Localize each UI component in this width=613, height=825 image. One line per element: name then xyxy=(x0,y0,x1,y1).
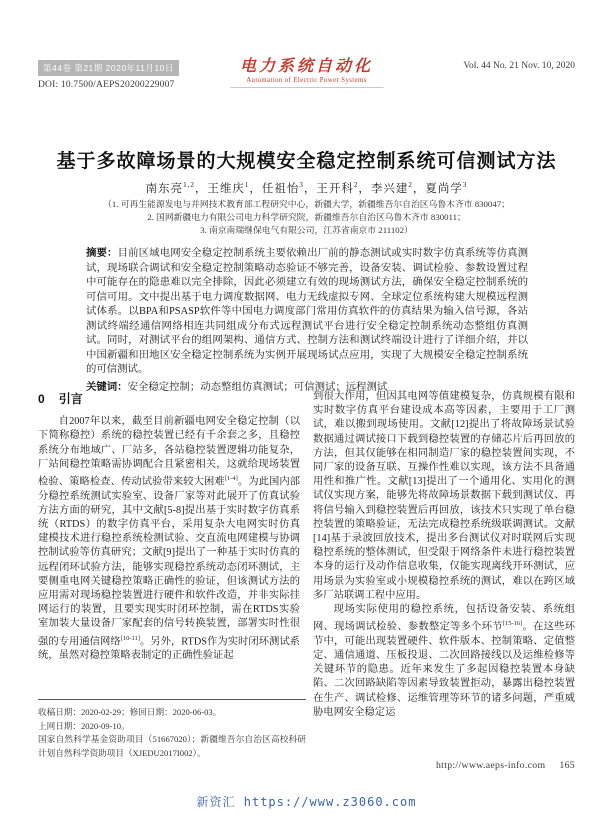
body-paragraph: 到很大作用，但因其电网等值建模复杂，仿真规模有限和实时数字仿真平台建设成本高等因素，主要用于工厂测试，难以搬到现场使用。文献[12]提出了将故障场景试验数据通过调试接口下载到稳控装置的存储芯片后再回放的方法，但其仅能够在相同制造厂家的稳控装置间实现，不同厂家的设备互联、互操作性难以实现，该方法不具备通用性和推广性。文献[13]提出了一个通用化、实用化的测试仪实现方案，能够先将故障场景数据下载到测试仪、再将信号输入到稳控装置后再回放，该技术只实现了单台稳控装置的策略验证，无法完成稳控系统级联调测试。文献[14]基于录波回放技术，提出多台测试仪对时联网后实现稳控系统的整体测试，但受限于网络条件未进行稳控装置本身的运行及动作信息收集，仅能实现离线开环测试，应用场景为实验室或小规模稳控系统的测试，难以在跨区域多厂站联调工程中应用。 xyxy=(313,391,575,601)
section-heading-introduction xyxy=(38,392,300,406)
page-header xyxy=(38,58,575,106)
watermark-link[interactable]: 新资汇 https://www.z3060.com xyxy=(196,795,417,809)
footnote-received-date: 收稿日期：2020-02-29；修回日期：2020-06-03。 xyxy=(38,707,222,717)
body-paragraph: 自2007年以来，截至目前新疆电网安全稳定控制（以下简称稳控）系统的稳控装置已经有千余套之多，且稳控系统分布地域广、厂站多，各站稳控装置逻辑功能复杂，厂站间稳控策略需协调配合且紧密相关，这就给现场装置检验、策略检查、传动试验带来较大困难[1-4]。为此国内部分稳控系统测试实验室、设备厂家等对此展开了仿真试验方法方面的研究，其中文献[5-8]提出基于实时数字仿真系统（RTDS）的数字仿真平台，采用复杂大电网实时仿真建模技术进行稳控系统检测试验、交直流电网建模与协调控制试验等仿真研究；文献[9]提出了一种基于实时仿真的远程闭环试验方法，能够实现稳控系统动态闭环测试，主要侧重电网关键稳控策略正确性的验证，但该测试方法的应用需对现场稳控装置进行硬件和软件改造，并非实际挂网运行的装置，且要实现实时闭环控制，需在RTDS实验室加装大量设备厂家配套的信号转换装置，部署实时性很强的专用通信网络[10-11]。另外，RTDS作为实时闭环测试系统，虽然对稳控策略表制定的正确性验证起 xyxy=(38,416,301,662)
right-column xyxy=(313,390,575,720)
affiliation-1: （1. 可再生能源发电与并网技术教育部工程研究中心，新疆大学，新疆维吾尔自治区乌鲁木齐市 830047； xyxy=(103,199,510,209)
keywords-label: 关键词： xyxy=(86,381,128,393)
footnote-block xyxy=(38,699,306,760)
footnote-funding: 国家自然科学基金资助项目（51667020）；新疆维吾尔自治区高校科研计划自然科学资助项目（XJEDU2017I002）。 xyxy=(38,734,306,758)
abstract-label: 摘要： xyxy=(86,248,118,259)
doi: DOI: 10.7500/AEPS20200229007 xyxy=(38,80,175,90)
affiliation-3: 3. 南京南瑞继保电气有限公司，江苏省南京市 211102） xyxy=(200,225,413,235)
section-number: 0 xyxy=(38,392,45,406)
abstract-block xyxy=(86,247,528,395)
keywords-text: 安全稳定控制；动态整组仿真测试；可信测试；远程测试 xyxy=(127,381,388,393)
abstract-text: 目前区域电网安全稳定控制系统主要依赖出厂前的静态测试或实时数字仿真系统等仿真测试，现场联合调试和安全稳定控制策略动态验证不够完善，设备安装、调试检验、参数设置过程中可能存在的隐患难以完全排除，因此必须建立有效的现场测试方法，确保安全稳定控制系统的可信可用。文中提出基于电力调度数据网、电力无线虚拟专网、全球定位系统构建大规模远程测试体系。以BPA和PSASP软件等中国电力调度部门常用仿真软件的仿真结果为输入信号源，各站测试终端经通信网络相连共同组成分布式远程测试平台进行安全稳定控制系统动态整组仿真测试。同时，对测试平台的组网架构、通信方式、控制方法和测试终端设计进行了详细介绍，并以中国新疆和田地区安全稳定控制系统为实例开展现场试点应用，实现了大规模安全稳定控制系统的可信测试。 xyxy=(86,248,529,375)
header-left xyxy=(38,58,224,90)
abstract-paragraph xyxy=(86,247,528,378)
page-footer xyxy=(436,760,575,771)
section-title: 引言 xyxy=(58,392,83,406)
journal-logo-chinese: 电力系统自动化 xyxy=(239,58,374,75)
journal-logo-english: Automation of Electric Power Systems xyxy=(246,77,367,85)
author-line: 南东亮$^{1,2}$，王维庆$^1$，任祖怡$^3$，王开科$^2$，李兴建$^2$，夏尚学$^3$ xyxy=(145,181,468,195)
left-column xyxy=(38,390,300,720)
body-paragraph: 现场实际使用的稳控系统，包括设备安装、系统组网、现场调试检验、参数整定等多个环节[15-16]。在这些环节中，可能出现装置硬件、软件版本、控制策略、定值整定、通信通道、压板投退、二次回路接线以及运维检修等关键环节的隐患。近年来发生了多起因稳控装置本身缺陷、二次回路缺陷等因素导致装置拒动，暴露出稳控装置在生产、调试检修、运维管理等环节的诸多问题，严重威胁电网安全稳定运 xyxy=(313,604,576,718)
issue-banner: 第44卷 第21期 2020年11月10日 xyxy=(38,60,179,76)
affiliations xyxy=(38,198,575,237)
article-title: 基于多故障场景的大规模安全稳定控制系统可信测试方法 xyxy=(56,151,557,172)
footnote-online-date: 上网日期：2020-09-10。 xyxy=(38,720,130,731)
affiliation-2: 2. 国网新疆电力有限公司电力科学研究院，新疆维吾尔自治区乌鲁木齐市 830011； xyxy=(147,212,466,222)
journal-logo xyxy=(230,58,383,88)
journal-url-link[interactable]: http://www.aeps-info.com xyxy=(435,760,546,771)
volume-info: Vol. 44 No. 21 Nov. 10, 2020 xyxy=(463,61,575,71)
body-columns xyxy=(38,390,575,720)
page-number: 165 xyxy=(559,760,575,771)
